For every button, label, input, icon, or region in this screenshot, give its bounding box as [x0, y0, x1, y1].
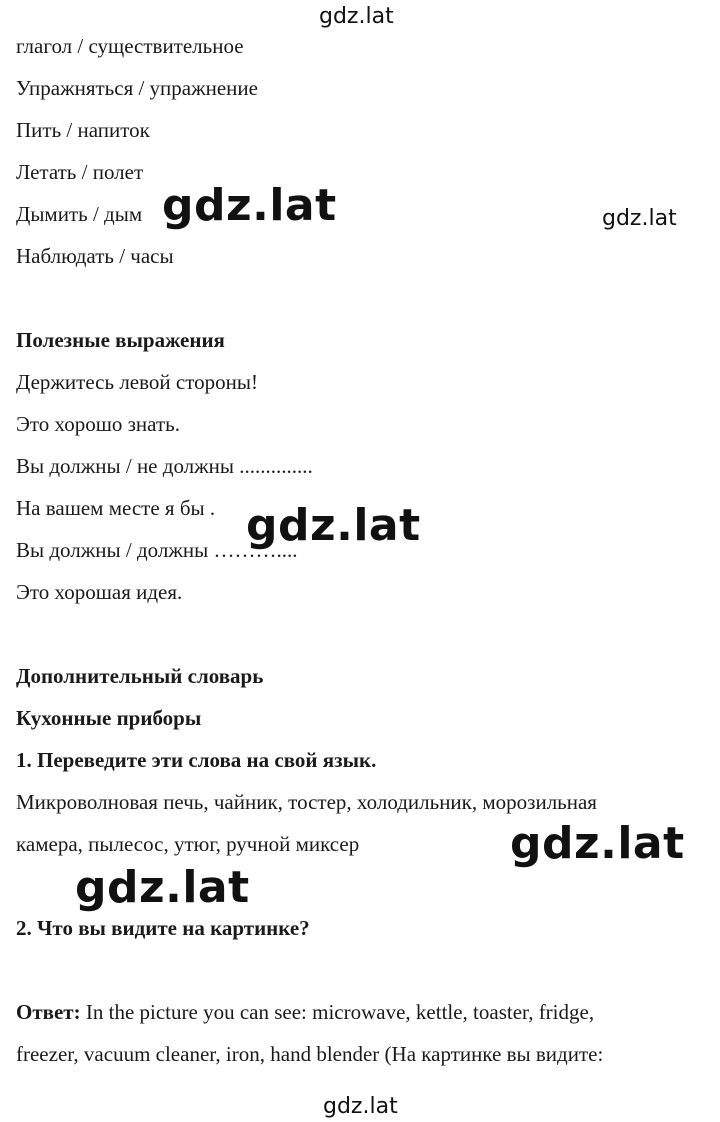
answer-line-2: freezer, vacuum cleaner, iron, hand blender (На картинке вы видите: — [16, 1042, 604, 1066]
word-pair-item: Пить / напиток — [16, 118, 150, 142]
answer-line-1 — [16, 999, 594, 1025]
phrase-item: Держитесь левой стороны! — [16, 370, 258, 394]
word-pairs-header: глагол / существительное — [16, 34, 244, 58]
phrase-item: На вашем месте я бы . — [16, 496, 216, 520]
task-1-heading: 1. Переведите эти слова на свой язык. — [16, 748, 377, 772]
word-pair-item: Дымить / дым — [16, 202, 143, 226]
watermark-bottom: gdz.lat — [323, 1094, 398, 1119]
word-pair-item: Летать / полет — [16, 160, 144, 184]
task-1-text: камера, пылесос, утюг, ручной миксер — [16, 832, 360, 856]
phrase-item: Вы должны / должны ……….... — [16, 538, 298, 562]
watermark-large-3: gdz.lat — [510, 818, 685, 869]
watermark-large-1: gdz.lat — [162, 180, 337, 231]
word-pair-item: Наблюдать / часы — [16, 244, 174, 268]
phrase-item: Вы должны / не должны .............. — [16, 454, 313, 478]
phrase-item: Это хорошо знать. — [16, 412, 180, 436]
task-1-text: Микроволновая печь, чайник, тостер, холодильник, морозильная — [16, 790, 597, 814]
phrase-item: Это хорошая идея. — [16, 580, 183, 604]
answer-text: In the picture you can see: microwave, kettle, toaster, fridge, — [80, 1000, 595, 1024]
watermark-large-4: gdz.lat — [75, 862, 250, 913]
watermark-large-2: gdz.lat — [246, 500, 421, 551]
vocabulary-heading: Дополнительный словарь — [16, 664, 264, 688]
word-pair-item: Упражняться / упражнение — [16, 76, 258, 100]
answer-label: Ответ: — [16, 1000, 81, 1024]
watermark-top: gdz.lat — [319, 4, 394, 29]
task-2-heading: 2. Что вы видите на картинке? — [16, 916, 310, 940]
vocabulary-subheading: Кухонные приборы — [16, 706, 202, 730]
phrases-heading: Полезные выражения — [16, 328, 225, 352]
watermark-right: gdz.lat — [602, 206, 677, 231]
